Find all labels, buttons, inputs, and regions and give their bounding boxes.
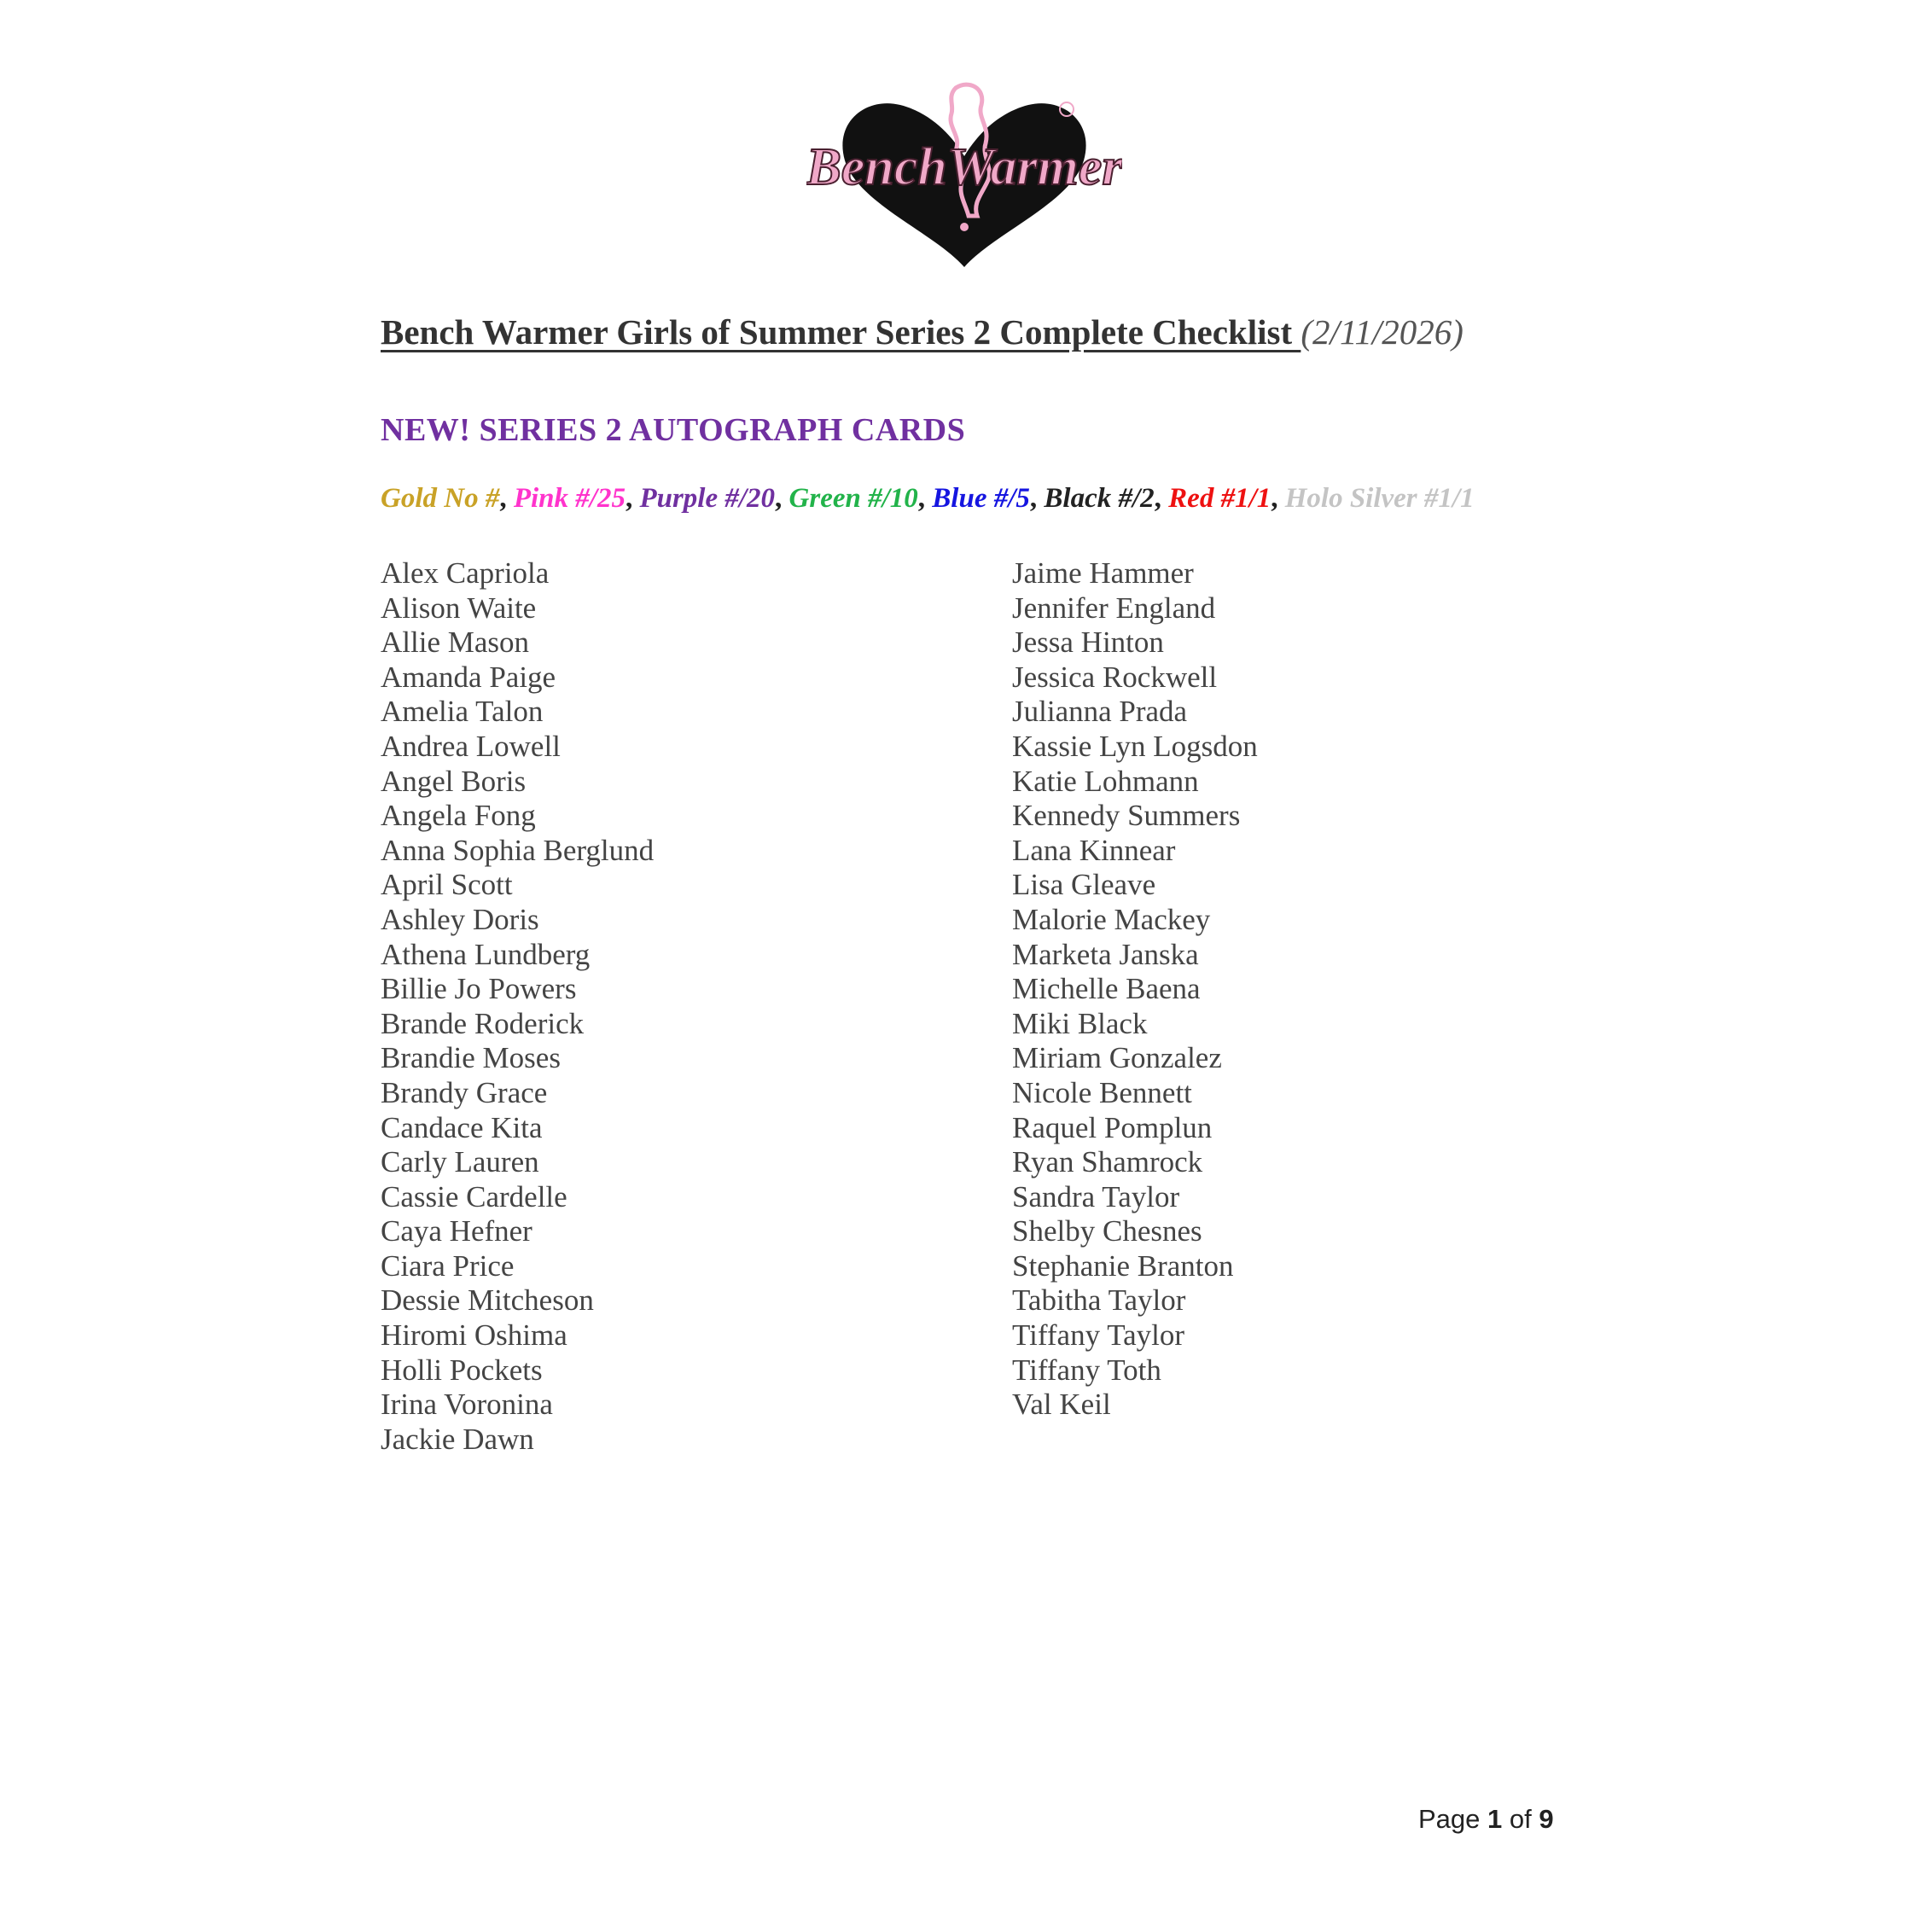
checklist-name: Jennifer England (1012, 591, 1216, 625)
checklist-name: Ashley Doris (381, 902, 539, 936)
checklist-name: Kennedy Summers (1012, 799, 1241, 833)
parallel-label: Gold No # (381, 483, 500, 514)
checklist-name: Julianna Prada (1012, 695, 1188, 729)
checklist-name: Ciara Price (381, 1248, 515, 1283)
parallel-label: Black #/2 (1044, 483, 1155, 514)
checklist-name: Holli Pockets (381, 1353, 543, 1387)
checklist-name: Amanda Paige (381, 660, 556, 694)
title-date: (2/11/2026) (1301, 312, 1464, 352)
names-column-left (381, 556, 654, 1457)
checklist-name: Ryan Shamrock (1012, 1145, 1203, 1179)
parallel-separator: , (1271, 483, 1285, 514)
parallel-separator: , (1154, 483, 1169, 514)
parallel-label: Holo Silver #1/1 (1284, 483, 1475, 514)
checklist-name: Amelia Talon (381, 695, 544, 729)
parallel-separator: , (1029, 483, 1045, 514)
logo-wordmark: BenchWarmer (806, 138, 1122, 196)
parallel-list (381, 483, 1475, 515)
checklist-name: Angel Boris (381, 764, 527, 798)
checklist-name: Stephanie Branton (1012, 1248, 1234, 1283)
checklist-name: Caya Hefner (381, 1214, 532, 1248)
checklist-name: Marketa Janska (1012, 937, 1199, 971)
checklist-name: Malorie Mackey (1012, 902, 1211, 936)
page-number (1418, 1804, 1554, 1835)
section-heading: NEW! SERIES 2 AUTOGRAPH CARDS (381, 412, 966, 448)
checklist-name: Athena Lundberg (381, 937, 591, 971)
checklist-name: Cassie Cardelle (381, 1179, 567, 1213)
parallel-label: Purple #/20 (639, 483, 776, 514)
checklist-name: Jackie Dawn (381, 1422, 534, 1456)
checklist-name: Sandra Taylor (1012, 1179, 1180, 1213)
checklist-name: Allie Mason (381, 626, 530, 660)
checklist-name: Tiffany Toth (1012, 1353, 1161, 1387)
checklist-name: Brandie Moses (381, 1041, 561, 1075)
checklist-name: Lana Kinnear (1012, 833, 1176, 867)
parallel-label: Blue #/5 (932, 483, 1030, 514)
checklist-name: April Scott (381, 868, 513, 902)
parallel-label: Pink #/25 (513, 483, 626, 514)
checklist-name: Miriam Gonzalez (1012, 1041, 1222, 1075)
checklist-name: Jessica Rockwell (1012, 660, 1218, 694)
checklist-name: Lisa Gleave (1012, 868, 1156, 902)
checklist-name: Hiromi Oshima (381, 1318, 567, 1353)
checklist-name: Nicole Bennett (1012, 1075, 1192, 1109)
checklist-name: Billie Jo Powers (381, 972, 577, 1006)
checklist-name: Irina Voronina (381, 1388, 553, 1422)
parallel-label: Red #1/1 (1168, 483, 1272, 514)
parallel-separator: , (499, 483, 514, 514)
checklist-name: Candace Kita (381, 1110, 543, 1144)
checklist-name: Jaime Hammer (1012, 556, 1194, 590)
checklist-name: Tiffany Taylor (1012, 1318, 1185, 1353)
parallel-separator: , (917, 483, 933, 514)
page-of: of (1502, 1804, 1539, 1834)
checklist-name: Michelle Baena (1012, 972, 1201, 1006)
checklist-name: Jessa Hinton (1012, 626, 1164, 660)
parallel-separator: , (775, 483, 789, 514)
title-main: Bench Warmer Girls of Summer Series 2 Complete Checklist (381, 312, 1301, 352)
checklist-name: Alison Waite (381, 591, 537, 625)
names-column-right (1012, 556, 1258, 1423)
parallel-separator: , (625, 483, 640, 514)
checklist-name: Anna Sophia Berglund (381, 833, 655, 867)
checklist-name: Miki Black (1012, 1006, 1148, 1040)
parallel-label: Green #/10 (789, 483, 918, 514)
checklist-name: Brandy Grace (381, 1075, 548, 1109)
logo-paw (960, 223, 969, 231)
checklist-name: Alex Capriola (381, 556, 550, 590)
checklist-name: Shelby Chesnes (1012, 1214, 1202, 1248)
checklist-name: Raquel Pomplun (1012, 1110, 1213, 1144)
checklist-name: Andrea Lowell (381, 729, 561, 763)
page-prefix: Page (1418, 1804, 1488, 1834)
benchwarmer-logo (806, 75, 1122, 271)
checklist-name: Dessie Mitcheson (381, 1283, 594, 1318)
page-current: 1 (1487, 1804, 1503, 1834)
checklist-name: Katie Lohmann (1012, 764, 1199, 798)
checklist-name: Brande Roderick (381, 1006, 585, 1040)
page-total: 9 (1539, 1804, 1554, 1834)
checklist-name: Tabitha Taylor (1012, 1283, 1186, 1318)
checklist-name: Kassie Lyn Logsdon (1012, 729, 1258, 763)
checklist-name: Angela Fong (381, 799, 536, 833)
checklist-title (381, 311, 1558, 352)
checklist-name: Carly Lauren (381, 1145, 539, 1179)
checklist-name: Val Keil (1012, 1388, 1111, 1422)
